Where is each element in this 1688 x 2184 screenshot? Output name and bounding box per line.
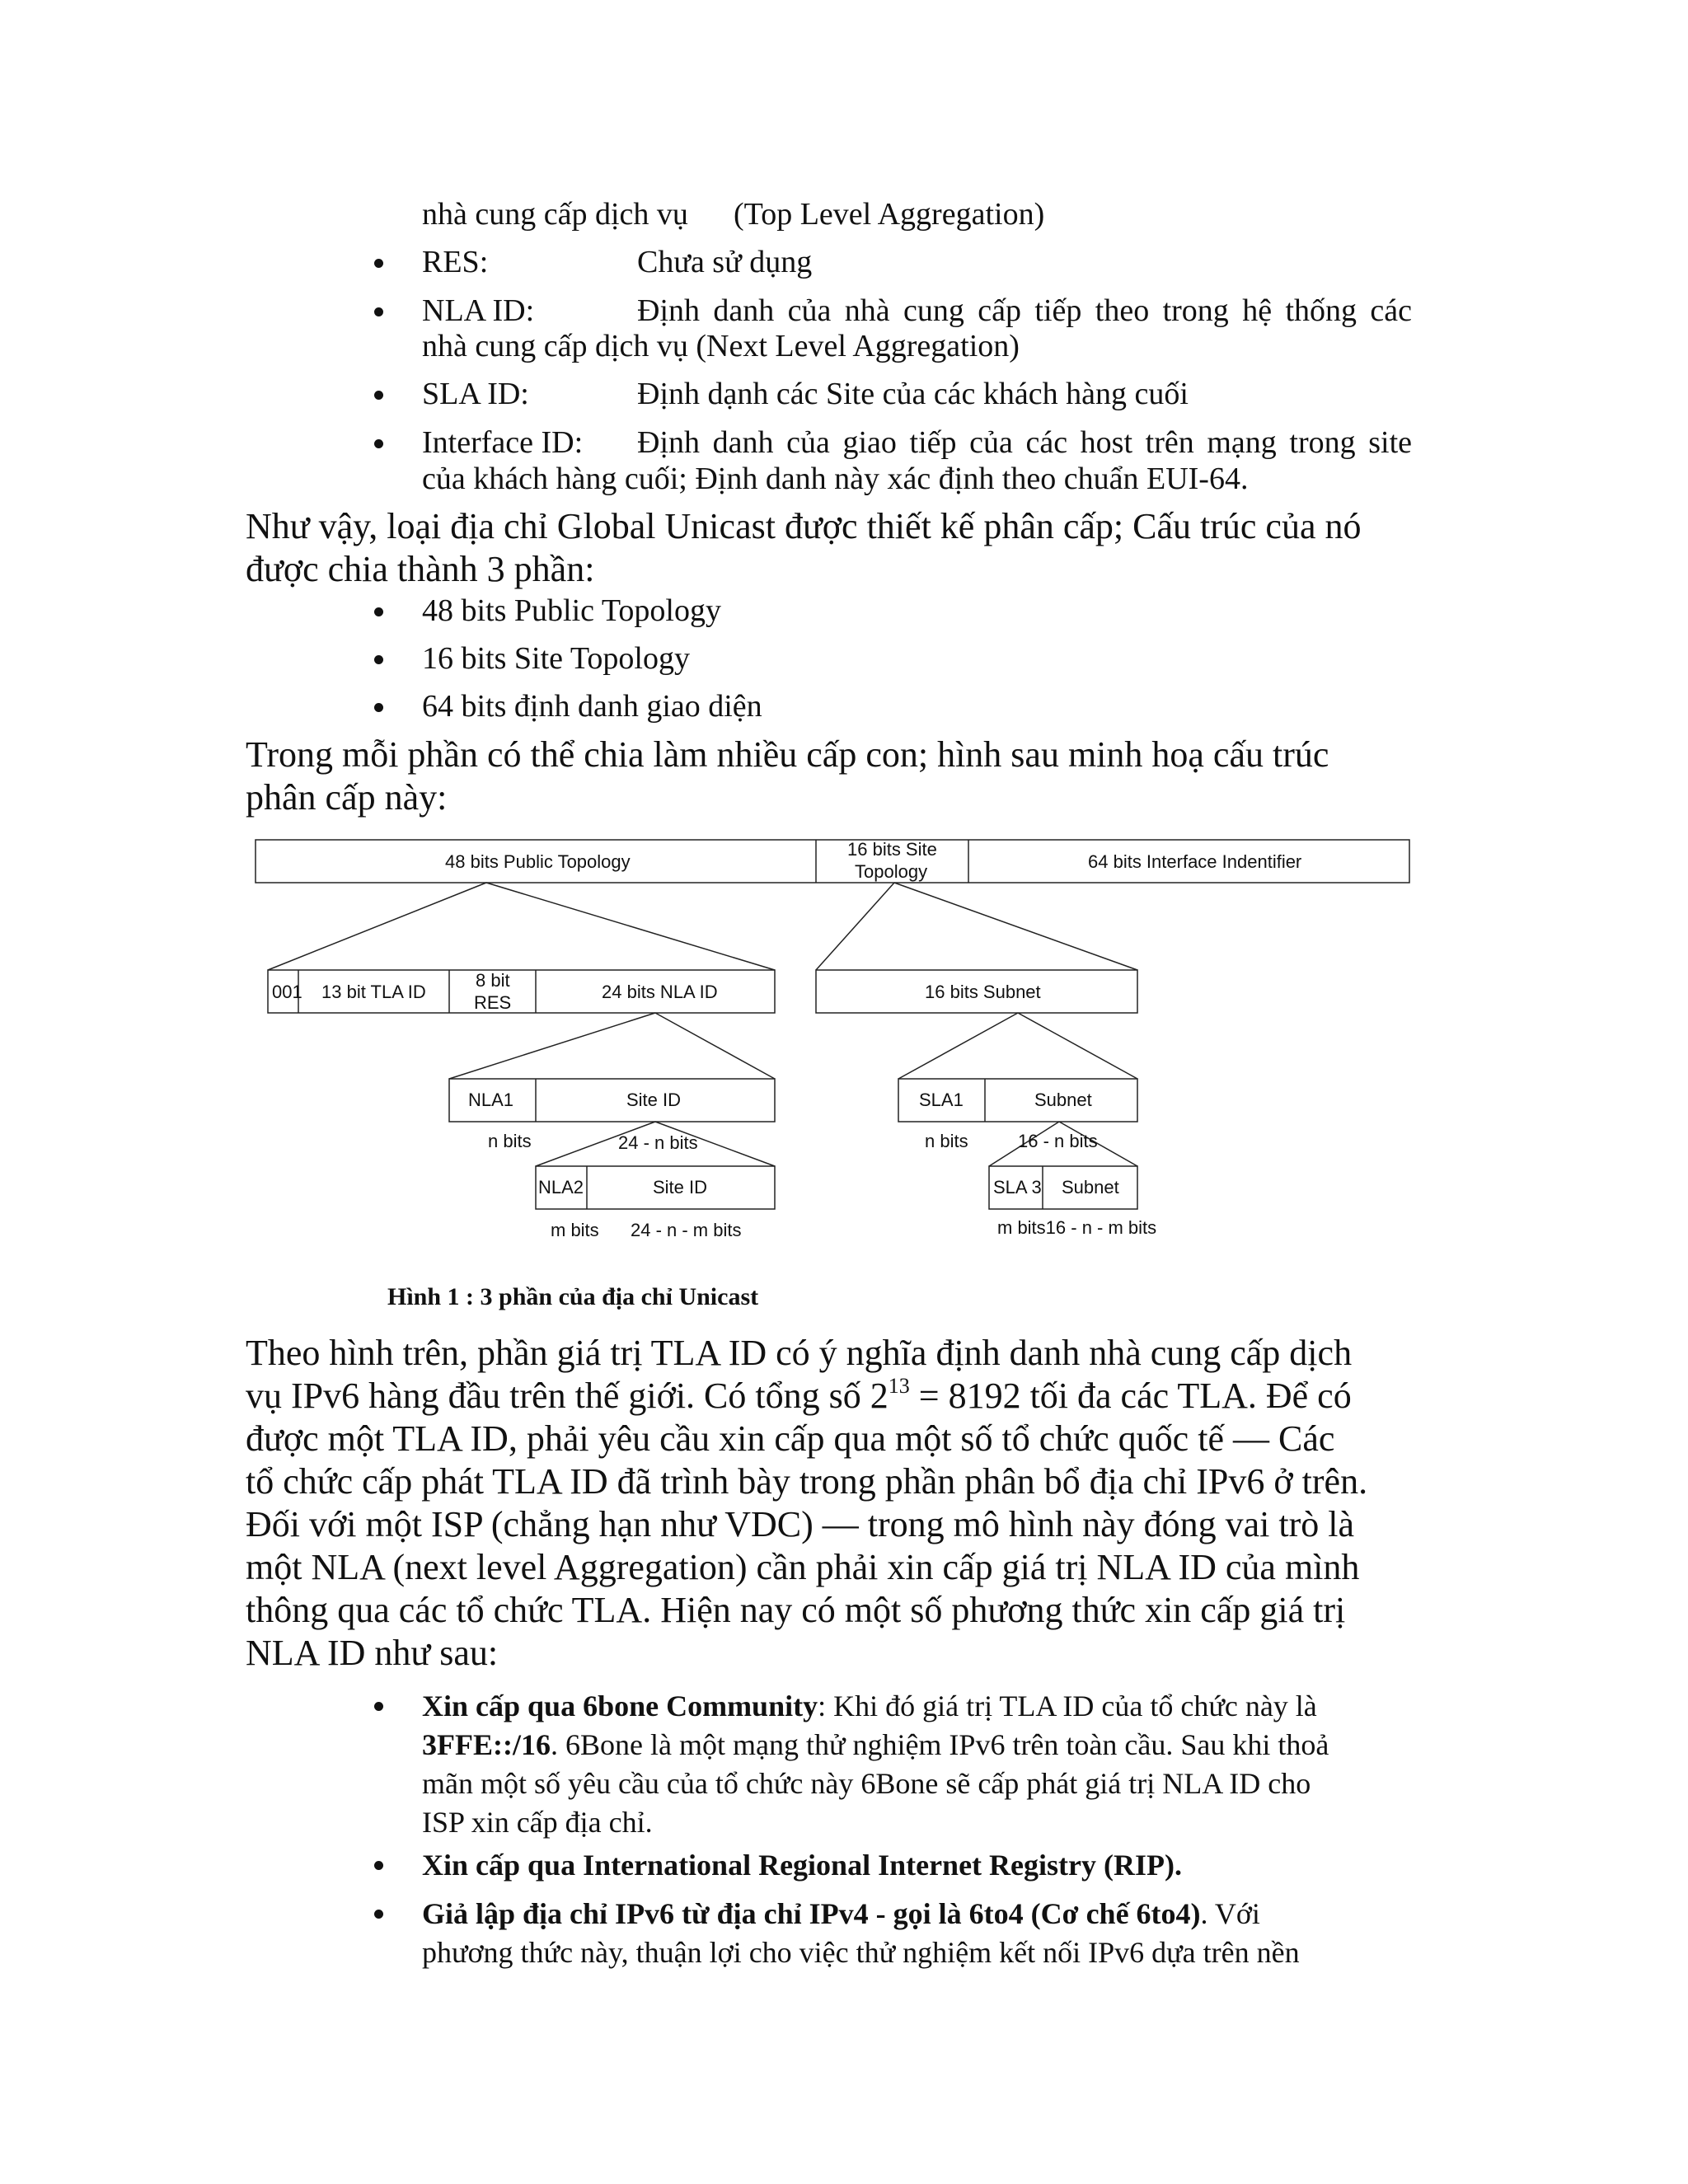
paragraph-line: thông qua các tổ chức TLA. Hiện nay có một số phương thức xin cấp giá trị bbox=[246, 1590, 1346, 1630]
field-desc-nla-line2: nhà cung cấp dịch vụ (Next Level Aggregation) bbox=[422, 329, 1020, 363]
label-res-1: 8 bit bbox=[476, 970, 510, 991]
method-6bone-line1 bbox=[422, 1687, 1317, 1725]
paragraph-line-with-exponent bbox=[246, 1375, 1352, 1417]
method-6bone-line4: ISP xin cấp địa chỉ. bbox=[422, 1806, 653, 1839]
label-16-bits-subnet: 16 bits Subnet bbox=[925, 982, 1041, 1002]
label-n-bits: n bits bbox=[488, 1131, 532, 1151]
paragraph-line: một NLA (next level Aggregation) cần phải xin cấp giá trị NLA ID của mình bbox=[246, 1547, 1360, 1587]
label-subnet: Subnet bbox=[1034, 1090, 1092, 1110]
label-site-id-2: Site ID bbox=[653, 1177, 708, 1197]
paragraph-line: Theo hình trên, phần giá trị TLA ID có ý nghĩa định danh nhà cung cấp dịch bbox=[246, 1333, 1353, 1373]
method-6bone-title: Xin cấp qua 6bone Community bbox=[422, 1690, 818, 1722]
bullet bbox=[374, 307, 383, 316]
text-span: . Với bbox=[1200, 1897, 1260, 1930]
bullet bbox=[374, 259, 383, 268]
paragraph-line: được một TLA ID, phải yêu cầu xin cấp qua một số tổ chức quốc tế — Các bbox=[246, 1418, 1335, 1459]
label-nla-id: 24 bits NLA ID bbox=[602, 982, 718, 1002]
label-site-id: Site ID bbox=[626, 1090, 682, 1110]
text-span: . 6Bone là một mạng thử nghiệm IPv6 trên toàn cầu. Sau khi thoả bbox=[550, 1728, 1329, 1761]
paragraph-line: phân cấp này: bbox=[246, 777, 448, 818]
paragraph-line: được chia thành 3 phần: bbox=[246, 549, 595, 589]
bullet bbox=[374, 655, 383, 664]
field-continuation-right: (Top Level Aggregation) bbox=[734, 197, 1045, 232]
part-interface: 64 bits định danh giao diện bbox=[422, 689, 762, 724]
label-public-topology: 48 bits Public Topology bbox=[445, 851, 631, 872]
address-structure-diagram bbox=[247, 828, 1418, 1257]
label-sla-n-bits: n bits bbox=[925, 1131, 968, 1151]
field-desc-interface-line1: Định danh của giao tiếp của các host trên mạng trong site bbox=[637, 425, 1412, 460]
exponent: 13 bbox=[888, 1374, 910, 1399]
figure-caption: Hình 1 : 3 phần của địa chỉ Unicast bbox=[387, 1283, 759, 1310]
paragraph-line: Đối với một ISP (chẳng hạn như VDC) — trong mô hình này đóng vai trò là bbox=[246, 1504, 1354, 1544]
label-tla-id: 13 bit TLA ID bbox=[321, 982, 426, 1002]
field-continuation-left: nhà cung cấp dịch vụ bbox=[422, 197, 688, 232]
paragraph-line: NLA ID như sau: bbox=[246, 1633, 499, 1673]
label-nla1: NLA1 bbox=[468, 1090, 514, 1110]
label-nla2: NLA2 bbox=[538, 1177, 584, 1197]
label-m-bits: m bits bbox=[551, 1220, 599, 1240]
label-site-topology-1: 16 bits Site bbox=[847, 839, 937, 860]
bullet bbox=[374, 1861, 383, 1870]
method-6to4-line1 bbox=[422, 1895, 1260, 1933]
method-6bone-line3: mãn một số yêu cầu của tổ chức này 6Bone sẽ cấp phát giá trị NLA ID cho bbox=[422, 1767, 1311, 1800]
label-001: 001 bbox=[272, 982, 302, 1002]
field-term-nla: NLA ID: bbox=[422, 293, 535, 328]
method-6bone-line2 bbox=[422, 1726, 1329, 1764]
paragraph-line: Như vậy, loại địa chỉ Global Unicast được thiết kế phân cấp; Cấu trúc của nó bbox=[246, 506, 1362, 546]
label-subnet-2: Subnet bbox=[1062, 1177, 1119, 1197]
label-24-n-m-bits: 24 - n - m bits bbox=[631, 1220, 742, 1240]
part-site: 16 bits Site Topology bbox=[422, 641, 690, 676]
prefix-3ffe: 3FFE::/16 bbox=[422, 1728, 551, 1761]
field-term-res: RES: bbox=[422, 245, 489, 279]
part-public: 48 bits Public Topology bbox=[422, 593, 721, 628]
field-desc-nla-line1: Định danh của nhà cung cấp tiếp theo trong hệ thống các bbox=[637, 293, 1412, 328]
bullet bbox=[374, 391, 383, 400]
text-span: : Khi đó giá trị TLA ID của tổ chức này là bbox=[818, 1690, 1317, 1722]
label-24-n-bits: 24 - n bits bbox=[618, 1132, 698, 1153]
field-term-interface: Interface ID: bbox=[422, 425, 584, 460]
method-6to4-title: Giả lập địa chỉ IPv6 từ địa chỉ IPv4 - gọi là 6to4 (Cơ chế 6to4) bbox=[422, 1897, 1201, 1930]
paragraph-line: Trong mỗi phần có thể chia làm nhiều cấp con; hình sau minh hoạ cấu trúc bbox=[246, 734, 1329, 775]
method-rip: Xin cấp qua International Regional Internet Registry (RIP). bbox=[422, 1849, 1182, 1882]
bullet bbox=[374, 703, 383, 712]
bullet bbox=[374, 439, 383, 448]
text-span: vụ IPv6 hàng đầu trên thế giới. Có tổng số 2 bbox=[246, 1376, 889, 1416]
label-site-topology-2: Topology bbox=[855, 861, 928, 882]
text-span: = 8192 tối đa các TLA. Để có bbox=[909, 1376, 1352, 1416]
field-term-sla: SLA ID: bbox=[422, 377, 529, 411]
paragraph-line: tổ chức cấp phát TLA ID đã trình bày trong phần phân bổ địa chỉ IPv6 ở trên. bbox=[246, 1461, 1368, 1502]
label-sla3: SLA 3 bbox=[993, 1177, 1042, 1197]
bullet bbox=[374, 1910, 383, 1919]
field-desc-interface-line2: của khách hàng cuối; Định danh này xác định theo chuẩn EUI-64. bbox=[422, 462, 1249, 496]
method-6to4-line2: phương thức này, thuận lợi cho việc thử nghiệm kết nối IPv6 dựa trên nền bbox=[422, 1936, 1300, 1969]
field-desc-res: Chưa sử dụng bbox=[637, 245, 813, 279]
label-16-n-bits: 16 - n bits bbox=[1018, 1131, 1098, 1151]
field-desc-sla: Định dạnh các Site của các khách hàng cuối bbox=[637, 377, 1189, 411]
label-res-2: RES bbox=[474, 992, 512, 1013]
label-sla1: SLA1 bbox=[919, 1090, 964, 1110]
bullet bbox=[374, 1702, 383, 1711]
bullet bbox=[374, 607, 383, 616]
label-sla-bits: m bits16 - n - m bits bbox=[997, 1217, 1157, 1238]
label-interface-identifier: 64 bits Interface Indentifier bbox=[1088, 851, 1302, 872]
